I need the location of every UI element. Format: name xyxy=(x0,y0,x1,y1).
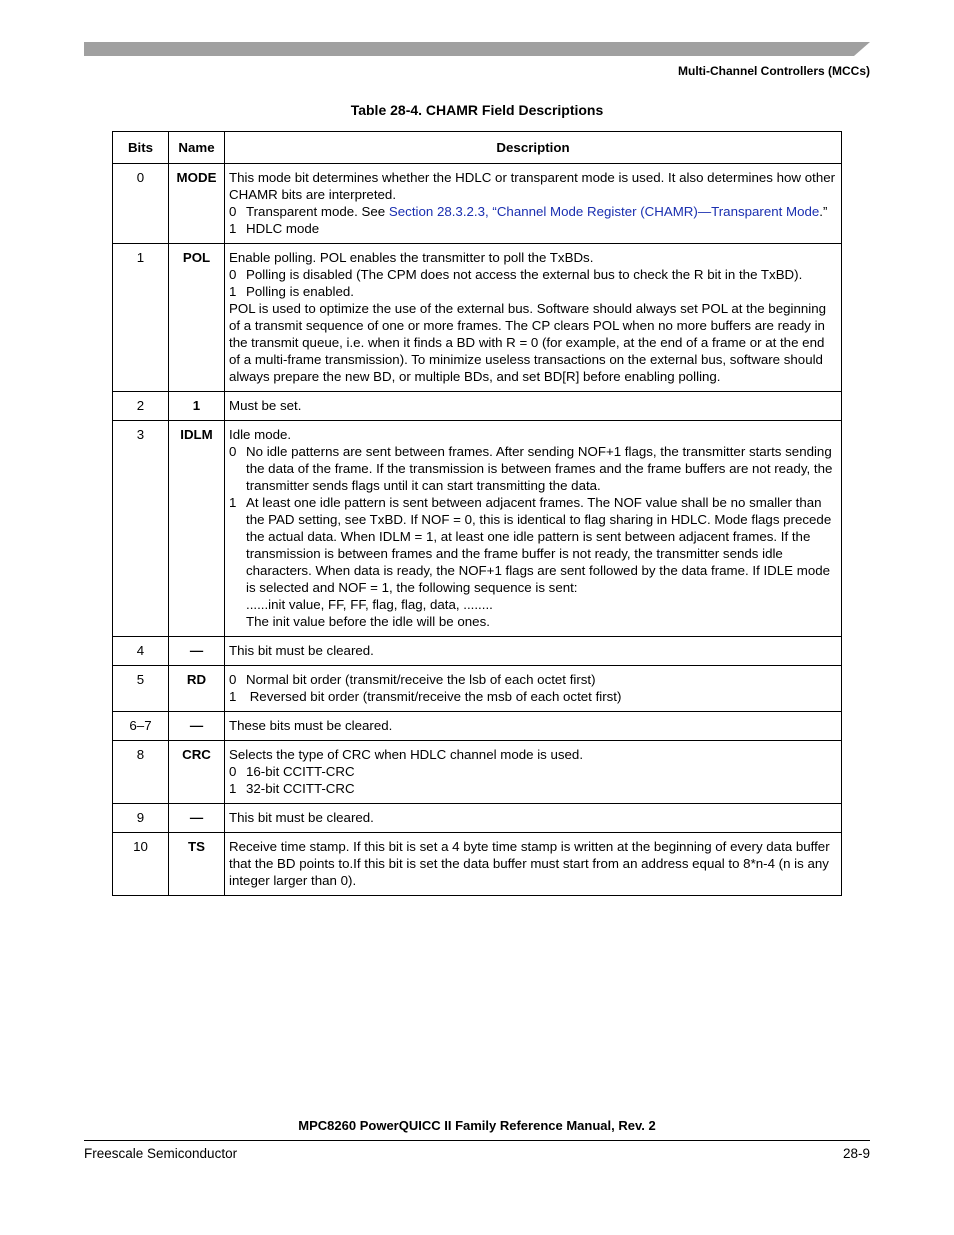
column-header-bits: Bits xyxy=(113,132,169,164)
table-row xyxy=(113,804,842,833)
description-cell xyxy=(225,804,842,833)
description-cell xyxy=(225,712,842,741)
page-number: 28-9 xyxy=(842,1146,870,1161)
description-cell xyxy=(225,392,842,421)
table-row xyxy=(113,712,842,741)
value-number: 1 xyxy=(229,284,237,299)
name-cell: — xyxy=(169,804,225,833)
value-text: HDLC mode xyxy=(246,221,320,236)
footer-manual-title: MPC8260 PowerQUICC II Family Reference Manual, Rev. 2 xyxy=(298,1118,656,1133)
field-descriptions-table xyxy=(112,131,842,896)
name-cell: RD xyxy=(169,666,225,712)
description-text: This bit must be cleared. xyxy=(229,643,374,658)
value-item xyxy=(229,688,837,705)
name-cell: TS xyxy=(169,833,225,896)
value-text: No idle patterns are sent between frames. After sending NOF+1 flags, the transmitter starts sending the data of the frame. If the transmission is between frames and the frame buffers are not ready, the transmitter sends flags until it can start transmitting the data. xyxy=(246,444,833,493)
value-text: Polling is enabled. xyxy=(246,284,354,299)
name-cell: IDLM xyxy=(169,421,225,637)
table-row xyxy=(113,741,842,804)
value-number: 0 xyxy=(229,672,237,687)
description-cell xyxy=(225,164,842,244)
value-text: At least one idle pattern is sent between adjacent frames. The NOF value shall be no smaller than the PAD setting, see TxBD. If NOF = 0, this is identical to flag sharing in HDLC. Mode flags precede the actual data. When IDLM = 1, at least one idle pattern is sent between adjacent frames. If the transmission is between frames and the frame buffer is not ready, the transmitter sends idle characters. When data is ready, the NOF+1 flags are sent followed by the data frame. If IDLE mode is selected and NOF = 1, the following sequence is sent: xyxy=(246,495,832,595)
value-item xyxy=(229,266,837,283)
table-row xyxy=(113,421,842,637)
description-cell xyxy=(225,741,842,804)
footer-company: Freescale Semiconductor xyxy=(84,1146,238,1161)
value-number: 0 xyxy=(229,267,237,282)
name-cell: 1 xyxy=(169,392,225,421)
bits-cell: 0 xyxy=(113,164,169,244)
sequence-text: ......init value, FF, FF, flag, flag, data, ........ xyxy=(246,597,493,612)
description-cell xyxy=(225,666,842,712)
value-item xyxy=(229,780,837,797)
description-cell xyxy=(225,421,842,637)
sequence-note: The init value before the idle will be ones. xyxy=(246,614,490,629)
description-text: This bit must be cleared. xyxy=(229,810,374,825)
table-row xyxy=(113,637,842,666)
bits-cell: 8 xyxy=(113,741,169,804)
table-title: Table 28-4. CHAMR Field Descriptions xyxy=(350,102,604,118)
description-cell xyxy=(225,637,842,666)
description-text: Enable polling. POL enables the transmitter to poll the TxBDs. xyxy=(229,250,594,265)
name-cell: MODE xyxy=(169,164,225,244)
value-text: 32-bit CCITT-CRC xyxy=(246,781,355,796)
description-text: POL is used to optimize the use of the external bus. Software should always set POL at the beginning of a transmit sequence of one or more frames. The CP clears POL when no more buffers are ready in the transmit queue, i.e. when it finds a BD with R = 0 (for example, at the end of a frame or at the end of a multi-frame transmission). To minimize useless transactions on the external bus, software should always prepare the new BD, or multiple BDs, and set BD[R] before enabling polling. xyxy=(229,301,826,384)
bits-cell: 1 xyxy=(113,244,169,392)
value-item xyxy=(229,283,837,300)
bits-cell: 3 xyxy=(113,421,169,637)
value-text: Transparent mode. See xyxy=(246,204,389,219)
table-row xyxy=(113,244,842,392)
value-item xyxy=(229,763,837,780)
value-item xyxy=(229,220,837,237)
value-number: 1 xyxy=(229,495,237,510)
value-number: 0 xyxy=(229,764,237,779)
name-cell: — xyxy=(169,712,225,741)
bits-cell: 10 xyxy=(113,833,169,896)
description-cell xyxy=(225,833,842,896)
value-item xyxy=(229,494,837,596)
column-header-description: Description xyxy=(225,132,842,164)
value-number: 1 xyxy=(229,781,237,796)
table-row xyxy=(113,164,842,244)
bits-cell: 2 xyxy=(113,392,169,421)
table-row xyxy=(113,666,842,712)
value-number: 0 xyxy=(229,204,237,219)
value-text: 16-bit CCITT-CRC xyxy=(246,764,355,779)
table-row xyxy=(113,392,842,421)
footer-divider xyxy=(84,1140,870,1141)
bits-cell: 9 xyxy=(113,804,169,833)
bits-cell: 5 xyxy=(113,666,169,712)
table-header-row xyxy=(113,132,842,164)
table-row xyxy=(113,833,842,896)
name-cell: — xyxy=(169,637,225,666)
bits-cell: 4 xyxy=(113,637,169,666)
value-number: 1 xyxy=(229,689,237,704)
section-link[interactable]: Section 28.3.2.3, “Channel Mode Register (CHAMR)—Transparent Mode xyxy=(388,204,820,219)
value-text: Polling is disabled (The CPM does not access the external bus to check the R bit in the TxBD). xyxy=(246,267,803,282)
value-text: Normal bit order (transmit/receive the lsb of each octet first) xyxy=(246,672,596,687)
column-header-name: Name xyxy=(169,132,225,164)
value-number: 0 xyxy=(229,444,237,459)
description-text: Selects the type of CRC when HDLC channel mode is used. xyxy=(229,747,584,762)
name-cell: CRC xyxy=(169,741,225,804)
value-item xyxy=(229,671,837,688)
description-text: Receive time stamp. If this bit is set a 4 byte time stamp is written at the beginning of every data buffer that the BD points to.If this bit is set the data buffer must start from an address equal to 8*n-4 (n is any integer larger than 0). xyxy=(229,839,830,888)
header-bar xyxy=(84,42,870,56)
bits-cell: 6–7 xyxy=(113,712,169,741)
value-text: Reversed bit order (transmit/receive the msb of each octet first) xyxy=(246,689,622,704)
description-text: These bits must be cleared. xyxy=(229,718,393,733)
section-header: Multi-Channel Controllers (MCCs) xyxy=(678,64,870,78)
description-text: Must be set. xyxy=(229,398,302,413)
description-text: This mode bit determines whether the HDLC or transparent mode is used. It also determines how other CHAMR bits are interpreted. xyxy=(229,170,836,202)
value-item xyxy=(229,203,837,220)
description-cell xyxy=(225,244,842,392)
link-suffix: .” xyxy=(819,204,828,219)
value-number: 1 xyxy=(229,221,237,236)
value-item xyxy=(229,443,837,494)
name-cell: POL xyxy=(169,244,225,392)
description-text: Idle mode. xyxy=(229,427,292,442)
